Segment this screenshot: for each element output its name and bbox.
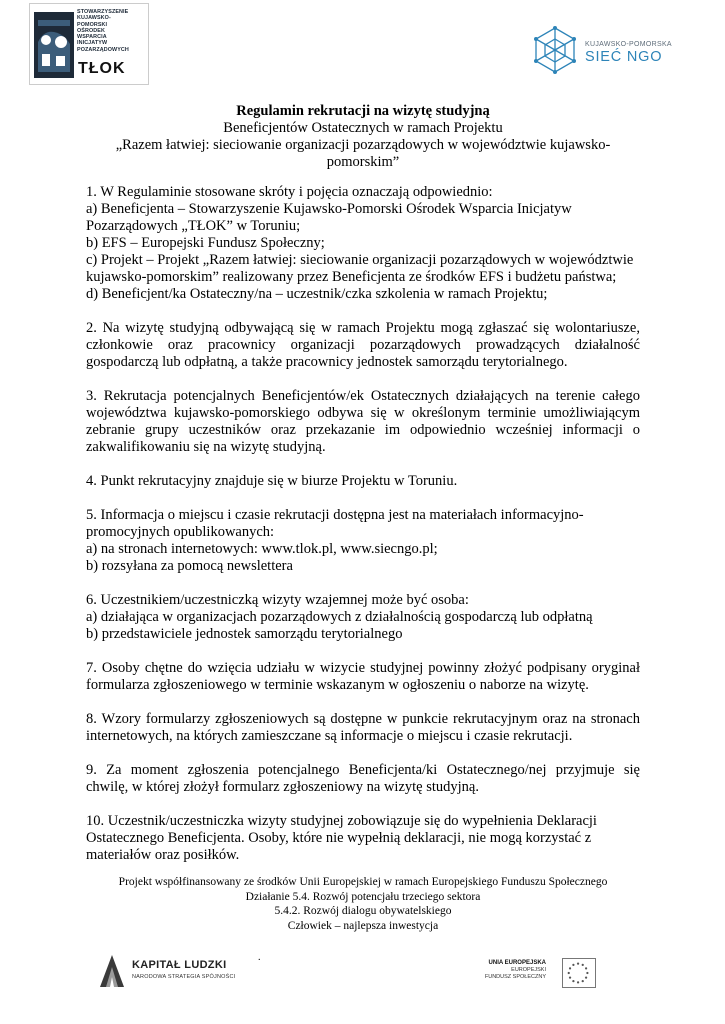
section-line: a) działająca w organizacjach pozarządowych z działalnością gospodarczą lub odpłatną (86, 609, 593, 625)
section-line: d) Beneficjent/ka Ostateczny/na – uczestnik/czka szkolenia w ramach Projektu; (86, 286, 548, 302)
title-subtitle: pomorskim” (326, 154, 400, 170)
section-7: 7. Osoby chętne do wzięcia udziału w wizycie studyjnej powinny złożyć podpisany oryginał formularza zgłoszeniowego w terminie wskazanym w ogłoszeniu o naborze na wizytę. (86, 660, 640, 693)
kapital-ludzki-icon (96, 953, 128, 989)
section-4 (86, 473, 640, 490)
section-line: 10. Uczestnik/uczestniczka wizyty studyjnej zobowiązuje się do wypełnienia Deklaracji Ostatecznego Beneficjenta. Osoby, które nie wypełnią deklaracji, nie mogą korzystać z materiałów oraz posiłków. (86, 813, 597, 863)
footer-text (86, 875, 640, 933)
section-9: 9. Za moment zgłoszenia potencjalnego Beneficjenta/ki Ostatecznego/nej przyjmuje się chwilę, w której złożył formularz zgłoszeniowy na wizytę studyjną. (86, 762, 640, 795)
eu-flag (562, 958, 596, 988)
footer-line: Działanie 5.4. Rozwój potencjału trzeciego sektora (245, 890, 481, 903)
tlok-emblem-icon (34, 12, 74, 78)
section-8: 8. Wzory formularzy zgłoszeniowych są dostępne w punkcie rekrutacyjnym oraz na stronach internetowych, na których zamieszczane są informacje o miejscu i czasie rekrutacji. (86, 711, 640, 744)
tlok-line: INICJATYW (77, 40, 108, 47)
tlok-logo (29, 3, 149, 85)
siec-name: SIEĆ NGO (585, 49, 663, 65)
section-line: b) przedstawiciele jednostek samorządu terytorialnego (86, 626, 403, 642)
tlok-line: POZARZĄDOWYCH (77, 46, 129, 53)
siec-ngo-logo (530, 25, 700, 75)
footer-line: 5.4.2. Rozwój dialogu obywatelskiego (274, 905, 452, 917)
kapital-ludzki-subtitle: NARODOWA STRATEGIA SPÓJNOŚCI (132, 974, 236, 980)
page-title: Regulamin rekrutacji na wizytę studyjną (236, 103, 490, 119)
section-6 (86, 592, 640, 643)
eu-fund-label: FUNDUSZ SPOŁECZNY (484, 974, 546, 980)
kapital-ludzki-logo (96, 953, 246, 989)
footer-line: Projekt współfinansowany ze środków Unii Europejskiej w ramach Europejskiego Funduszu Społecznego (118, 876, 608, 888)
eu-union-label: UNIA EUROPEJSKA (488, 960, 546, 966)
section-line: 1. W Regulaminie stosowane skróty i pojęcia oznaczają odpowiednio: (86, 184, 493, 200)
title-subtitle: „Razem łatwiej: sieciowanie organizacji pozarządowych w województwie kujawsko- (115, 137, 611, 153)
eu-fund-label: EUROPEJSKI (511, 967, 546, 973)
footer-dot: . (258, 952, 261, 963)
section-5 (86, 507, 640, 575)
section-line: a) na stronach internetowych: www.tlok.pl, www.siecngo.pl; (86, 541, 438, 557)
section-line: 6. Uczestnikiem/uczestniczką wizyty wzajemnej może być osoba: (86, 592, 469, 608)
siec-region: KUJAWSKO-POMORSKA (585, 41, 672, 48)
section-10 (86, 813, 640, 864)
tlok-name: TŁOK (78, 60, 126, 77)
eu-logo (478, 958, 603, 992)
section-line: b) EFS – Europejski Fundusz Społeczny; (86, 235, 325, 251)
section-line: 4. Punkt rekrutacyjny znajduje się w biurze Projektu w Toruniu. (86, 473, 458, 489)
section-line: a) Beneficjenta – Stowarzyszenie Kujawsko-Pomorski Ośrodek Wsparcia Inicjatyw Pozarządowych „TŁOK” w Toruniu; (86, 201, 572, 234)
tlok-line: WSPARCIA (77, 34, 107, 41)
regulation-body (86, 184, 640, 881)
tlok-line: KUJAWSKO- (77, 15, 111, 22)
section-3: 3. Rekrutacja potencjalnych Beneficjentów/ek Ostatecznych działających na terenie całego województwa kujawsko-pomorskiego odbywa się w określonym terminie umożliwiającym zebranie grupy uczestników oraz przekazanie im odpowiednio wcześniej informacji o zakwalifikowaniu się na wizytę studyjną. (86, 388, 640, 455)
section-2: 2. Na wizytę studyjną odbywającą się w ramach Projektu mogą zgłaszać się wolontariusze, członkowie oraz pracownicy organizacji pozarządowych prowadzących działalność gospodarczą lub odpłatną, a także pracownicy jednostek samorządu terytorialnego. (86, 320, 640, 370)
title-subtitle: Beneficjentów Ostatecznych w ramach Projektu (223, 120, 503, 136)
section-line: c) Projekt – Projekt „Razem łatwiej: sieciowanie organizacji pozarządowych w województwie kujawsko-pomorskim” realizowany przez Beneficjenta ze środków EFS i budżetu państwa; (86, 252, 634, 285)
footer-line: Człowiek – najlepsza inwestycja (287, 919, 439, 932)
tlok-line: STOWARZYSZENIE (77, 9, 129, 15)
eu-stars-icon (563, 959, 595, 987)
section-line: 5. Informacja o miejscu i czasie rekrutacji dostępna jest na materiałach informacyjno-promocyjnych opublikowanych: (86, 507, 584, 540)
tlok-org-lines (77, 9, 149, 53)
tlok-line: POMORSKI (77, 21, 108, 28)
section-line: b) rozsyłana za pomocą newslettera (86, 558, 293, 574)
kapital-ludzki-name: KAPITAŁ LUDZKI (132, 959, 227, 971)
eu-text (478, 960, 546, 981)
network-hexagon-icon (530, 25, 580, 75)
section-1 (86, 184, 640, 303)
title-block (86, 103, 640, 171)
tlok-line: OŚRODEK (77, 27, 105, 34)
